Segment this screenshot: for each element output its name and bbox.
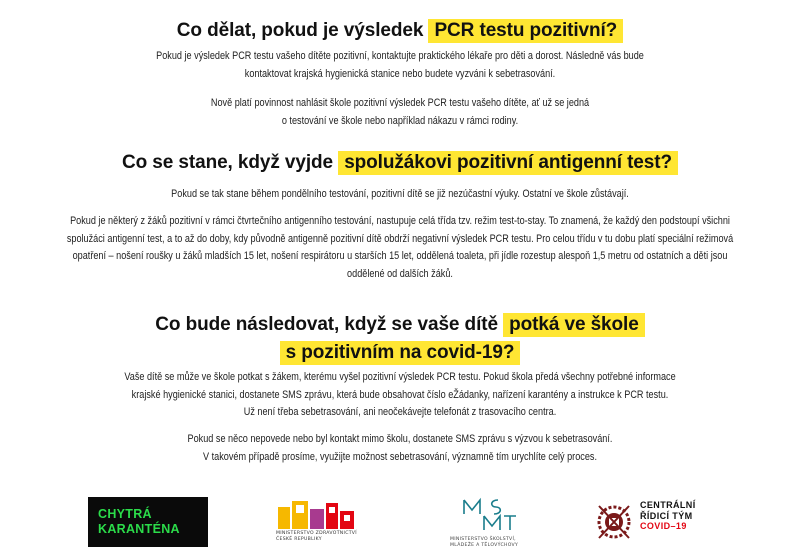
- crt-line: CENTRÁLNÍ: [640, 500, 696, 510]
- logo-caption-line: ČESKÉ REPUBLIKY: [276, 537, 322, 542]
- paragraph-line: Nově platí povinnost nahlásit škole pozitivní výsledek PCR testu vašeho dítěte, ať už se jedná: [210, 97, 590, 109]
- paragraph-line: Vaše dítě se může ve škole potkat s žákem, kterému vyšel pozitivní výsledek PCR testu. Pokud škola předá všechny potřebné informace: [124, 371, 676, 383]
- section-classmate-body-2: [0, 213, 800, 283]
- crt-line: ŘÍDICÍ TÝM: [640, 510, 693, 521]
- logo-caption-line: MINISTERSTVO ŠKOLSTVÍ,: [450, 537, 516, 542]
- logo-caption-line: MLÁDEŽE A TĚLOVÝCHOVY: [450, 543, 519, 548]
- msmt-caption: [450, 537, 560, 549]
- paragraph-line: V takovém případě prosíme, využijte možnost sebetrasování, významně tím urychlíte celý proces.: [203, 450, 597, 463]
- heading-text: Co bude následovat, když se vaše dítě: [155, 314, 504, 335]
- heading-text: Co dělat, pokud je výsledek: [176, 20, 429, 41]
- paragraph-line: spolužáci antigenní test, a to až do doby, kdy původně antigenně pozitivní dítě obdrží negativní výsledek PCR testu. Pro celou třídu v tu dobu platí speciální režimová: [66, 232, 734, 245]
- paragraph: [56, 369, 744, 422]
- section-heading: [0, 312, 800, 338]
- mzcr-logo: [276, 499, 386, 551]
- crt-line-covid: COVID–19: [640, 521, 687, 531]
- section-contact-body-2: [0, 431, 800, 466]
- crt-text: [640, 500, 696, 532]
- section-contact-body: [0, 369, 800, 422]
- paragraph-line: Pokud se něco nepovede nebo byl kontakt mimo školu, dostanete SMS zprávu s výzvou k sebetrasování.: [187, 433, 613, 445]
- paragraph-line: opatření – nošení roušky u žáků mladších 15 let, nošení respirátoru u starších 15 let, oddělená toaleta, při jídle rozestup alespoň 1,5 metru od ostatních a děti jsou: [72, 250, 728, 262]
- paragraph-line: Už není třeba sebetrasování, ani neočekávejte telefonát z trasovacího centra.: [243, 406, 557, 418]
- paragraph-line: Pokud je některý z žáků pozitivní v rámci čtvrtečního antigenního testování, nastupuje celá třída tzv. režim test-to-stay. To znamená, že každý den podstoupí všichni: [70, 215, 730, 227]
- paragraph-line: Pokud je výsledek PCR testu vašeho dítěte pozitivní, kontaktujte praktického lékaře pro děti a dorost. Následně vás bude: [156, 50, 644, 62]
- heading-text: Co se stane, když vyjde: [122, 152, 339, 173]
- section-pcr-positive: [0, 18, 800, 44]
- section-heading: [0, 18, 800, 44]
- paragraph: [56, 186, 744, 204]
- logo-text: CHYTRÁ: [98, 507, 152, 521]
- paragraph: [56, 213, 744, 283]
- section-contact-at-school: [0, 312, 800, 366]
- heading-highlight: spolužákovi pozitivní antigenní test?: [338, 151, 678, 175]
- logo-caption-line: MINISTERSTVO ZDRAVOTNICTVÍ: [276, 531, 357, 536]
- paragraph: [56, 431, 744, 466]
- paragraph-line: oddělené od dalších žáků.: [347, 267, 453, 280]
- paragraph-line: Pokud se tak stane během pondělního testování, pozitivní dítě se již nezúčastní výuky. Ostatní ve škole zůstávají.: [171, 188, 629, 200]
- paragraph-line: kontaktovat krajská hygienická stanice nebo budete vyzváni k sebetrasování.: [244, 67, 556, 80]
- centralni-ridici-tym-logo: [594, 500, 714, 550]
- mzcr-emblem-icon: [278, 499, 378, 529]
- heading-highlight: PCR testu pozitivní?: [428, 19, 623, 43]
- paragraph-line: o testování ve škole nebo například nákazu v rámci rodiny.: [281, 114, 519, 127]
- msmt-emblem-icon: [460, 496, 520, 532]
- paragraph: [56, 48, 744, 83]
- section-heading: [0, 150, 800, 176]
- chytra-karantena-logo: [88, 497, 208, 547]
- crt-emblem-icon: [594, 500, 634, 544]
- paragraph: [56, 95, 744, 130]
- section-heading-line-2: [0, 340, 800, 366]
- section-classmate-positive: [0, 150, 800, 176]
- heading-highlight: s pozitivním na covid-19?: [280, 341, 521, 365]
- logo-text: KARANTÉNA: [98, 522, 180, 536]
- mzcr-mark-icon: [278, 499, 386, 529]
- mzcr-caption: [276, 531, 386, 543]
- heading-highlight: potká ve škole: [503, 313, 645, 337]
- msmt-logo: [450, 496, 560, 552]
- section-pcr-positive-body-2: [0, 95, 800, 130]
- paragraph-line: krajské hygienické stanici, dostanete SMS zprávu, která bude obsahovat číslo eŽádanky, nařízení karantény a instrukce k PCR testu.: [131, 388, 669, 401]
- section-pcr-positive-body: [0, 48, 800, 83]
- section-classmate-body: [0, 186, 800, 204]
